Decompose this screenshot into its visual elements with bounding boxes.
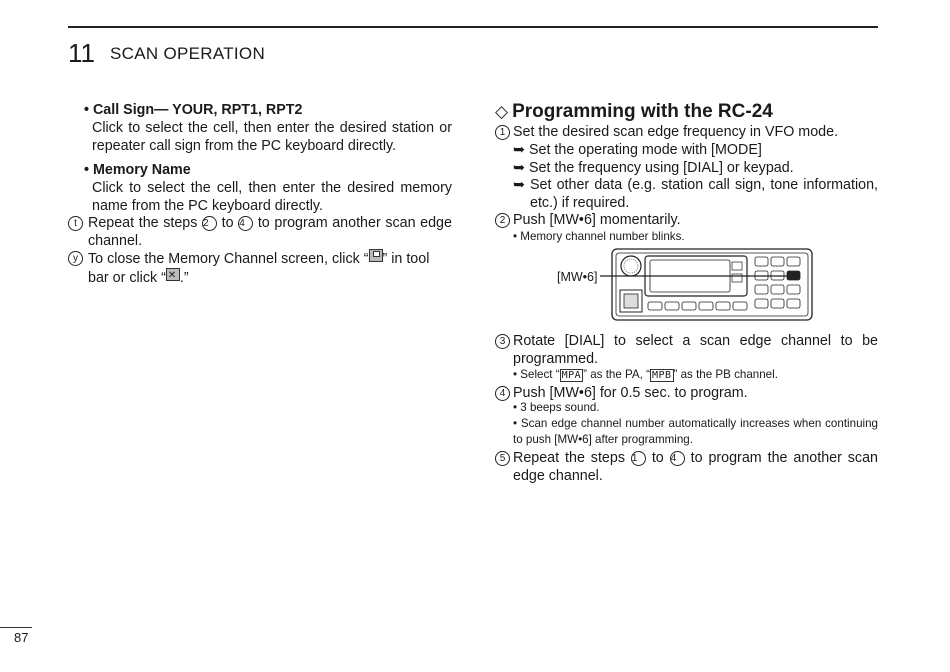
- right-step-4: 4 Push [MW•6] for 0.5 sec. to program.: [495, 384, 878, 402]
- step-4-note-increase: • Scan edge channel number automatically increases when continuing to push [MW•6] after programming.: [513, 417, 878, 446]
- step-ref-4: 4: [670, 451, 685, 466]
- step-2-note: • Memory channel number blinks.: [513, 230, 685, 243]
- step-3-note: • Select “ MPA ” as the PA, “ MPB ” as the PB channel.: [513, 368, 778, 381]
- page-number-rule: [0, 627, 32, 628]
- sub-step-mode: ➥ Set the operating mode with [MODE]: [513, 142, 762, 158]
- lcd-mpa-glyph: MPA: [561, 370, 582, 381]
- header-rule: [68, 26, 878, 28]
- step-ref-4: 4: [238, 216, 253, 231]
- right-step-5: 5 Repeat the steps 1 to 4 to program the another scan edge channel.: [495, 449, 878, 485]
- arrow-icon: ➥: [513, 142, 525, 158]
- step-4-note-beeps: • 3 beeps sound.: [513, 401, 600, 414]
- sub-step-other-data: ➥ Set other data (e.g. station call sign, tone information, etc.) if required.: [513, 177, 878, 211]
- close-window-icon: [166, 268, 180, 281]
- diamond-icon: ◇: [495, 102, 509, 121]
- callsign-heading: • Call Sign— YOUR, RPT1, RPT2: [84, 102, 303, 118]
- callsign-body: Click to select the cell, then enter the desired station or repeater call sign from the PC keyboard directly.: [92, 120, 452, 154]
- figure-label-mw6: [MW•6]: [557, 270, 598, 284]
- right-step-1: 1 Set the desired scan edge frequency in VFO mode.: [495, 123, 878, 141]
- step-ref-2: 2: [202, 216, 217, 231]
- step-ref-1: 1: [631, 451, 646, 466]
- page-number: 87: [14, 630, 29, 645]
- step-number: y: [68, 249, 83, 267]
- chapter-title: SCAN OPERATION: [110, 44, 266, 63]
- memname-body: Click to select the cell, then enter the desired memory name from the PC keyboard directly.: [92, 180, 452, 214]
- lcd-mpb-glyph: MPB: [651, 370, 672, 381]
- right-step-2: 2 Push [MW•6] momentarily.: [495, 211, 878, 229]
- arrow-icon: ➥: [513, 177, 525, 193]
- section-heading: ◇ Programming with the RC-24: [495, 101, 773, 122]
- arrow-icon: ➥: [513, 160, 525, 176]
- left-step-5: t Repeat the steps 2 to 4 to program another scan edge channel.: [68, 214, 452, 250]
- chapter-number: 11: [68, 38, 95, 68]
- rc24-remote-illustration: [598, 248, 814, 322]
- sub-step-frequency: ➥ Set the frequency using [DIAL] or keypad.: [513, 160, 794, 176]
- step-number: t: [68, 214, 83, 232]
- save-toolbar-icon: [369, 249, 383, 262]
- left-step-6: y To close the Memory Channel screen, click “ ” in tool bar or click “✕ .”: [68, 249, 452, 287]
- right-step-3: 3 Rotate [DIAL] to select a scan edge channel to be programmed.: [495, 332, 878, 368]
- memname-heading: • Memory Name: [84, 162, 191, 178]
